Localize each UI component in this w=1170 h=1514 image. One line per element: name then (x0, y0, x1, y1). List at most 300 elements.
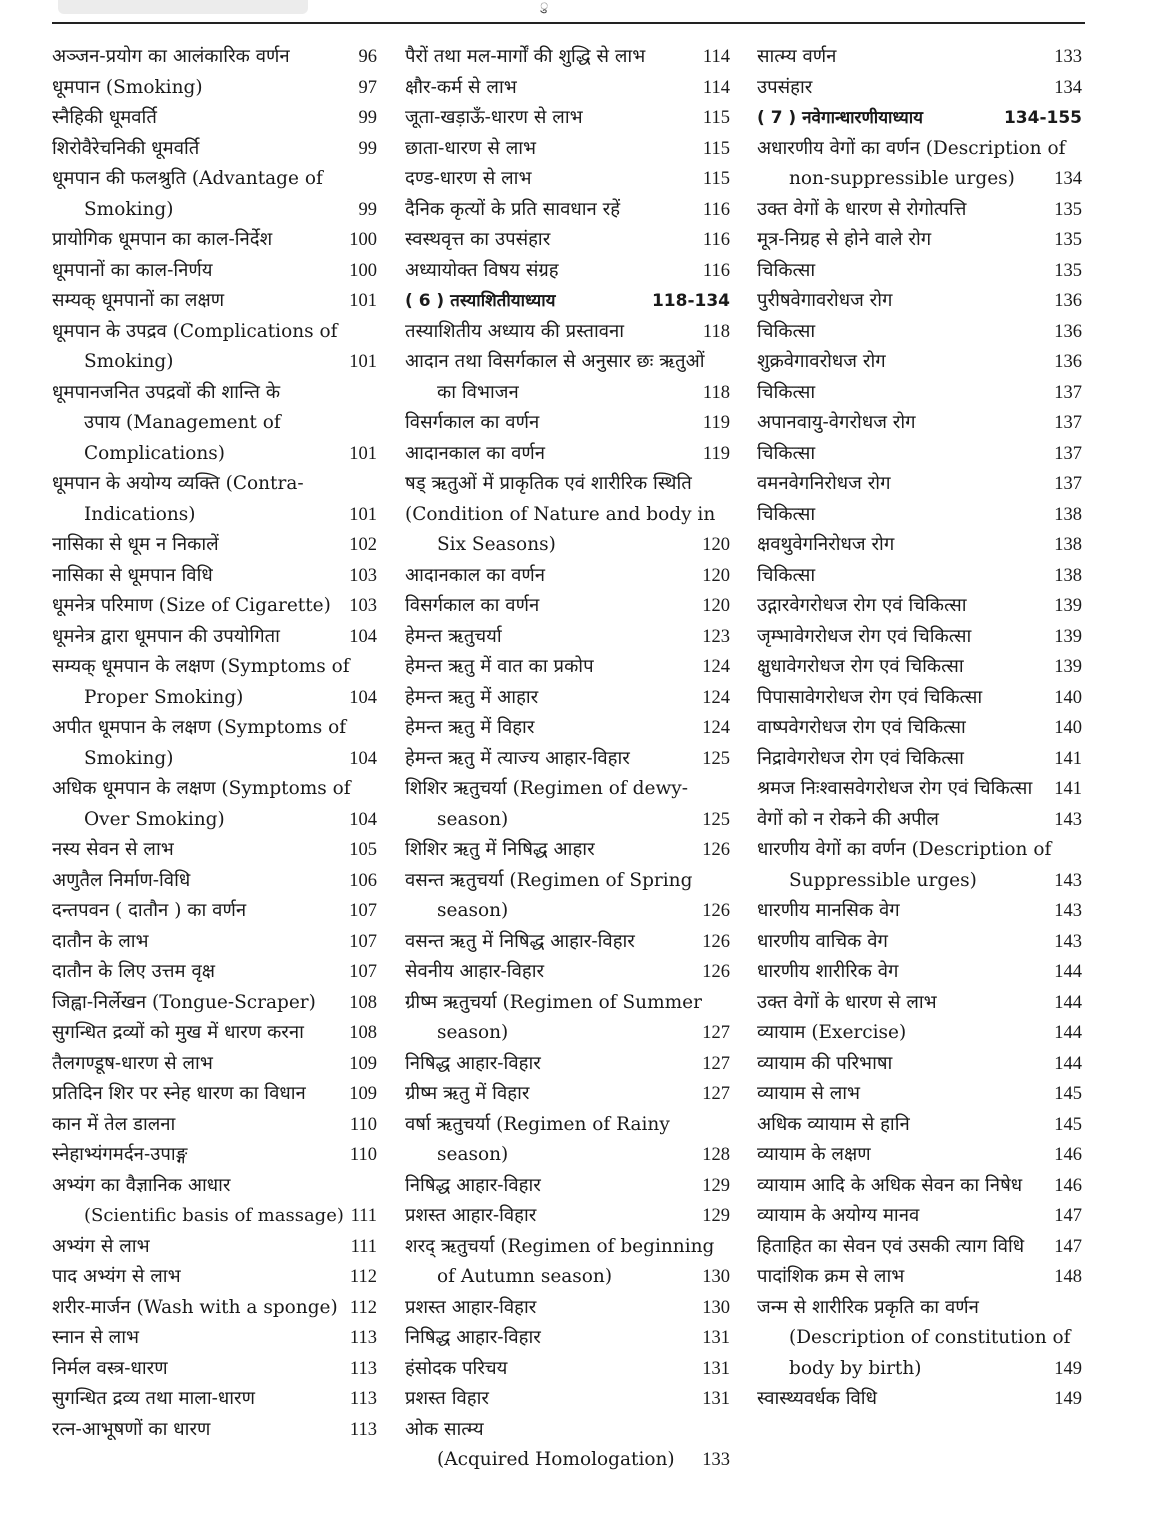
toc-page-number: 144 (1054, 992, 1082, 1013)
toc-entry-title: Smoking) (84, 198, 174, 220)
toc-page-number: 143 (1054, 931, 1082, 952)
toc-page-number: 147 (1054, 1236, 1082, 1257)
toc-entry (52, 134, 379, 165)
toc-entry-title: स्वास्थ्यवर्धक विधि (757, 1388, 877, 1409)
toc-entry-title: स्वस्थवृत्त का उपसंहार (405, 229, 551, 250)
toc-page-number: 135 (1054, 260, 1082, 281)
toc-page-number: 149 (1054, 1358, 1082, 1379)
toc-entry (405, 835, 732, 866)
toc-entry (52, 225, 379, 256)
toc-entry (757, 408, 1084, 439)
toc-page-number: 137 (1054, 474, 1082, 494)
toc-entry-title: (Description of constitution of (789, 1327, 1071, 1348)
toc-entry-title: तस्याशितीय अध्याय की प्रस्तावना (405, 320, 625, 342)
toc-entry-title: अधारणीय वेगों का वर्णन (Description of (757, 137, 1066, 159)
toc-page-number: 127 (702, 1023, 730, 1043)
toc-entry-title: व्यायाम (Exercise) (757, 1022, 907, 1043)
toc-entry (405, 1018, 732, 1049)
toc-entry-title: दैनिक कृत्यों के प्रति सावधान रहें (405, 198, 621, 220)
toc-entry (405, 225, 732, 256)
toc-entry (405, 1110, 732, 1141)
toc-entry-title: क्षौर-कर्म से लाभ (405, 76, 517, 98)
toc-entry-title: धारणीय मानसिक वेग (757, 900, 900, 921)
toc-entry-title: विसर्गकाल का वर्णन (405, 412, 540, 433)
toc-entry-title: प्रशस्त विहार (405, 1388, 489, 1409)
toc-page-number: 133 (1054, 47, 1082, 67)
toc-page-number: 144 (1054, 1023, 1082, 1043)
toc-entry-title: वेगों को न रोकने की अपील (757, 808, 939, 830)
toc-page-number: 124 (702, 657, 730, 677)
toc-entry (757, 988, 1084, 1019)
toc-entry-title: धूमपानजनित उपद्रवों की शान्ति के (52, 381, 281, 403)
toc-entry (52, 378, 379, 409)
toc-entry (757, 1293, 1084, 1324)
toc-entry-title: चिकित्सा (757, 381, 816, 403)
toc-entry (52, 1171, 379, 1202)
toc-entry (52, 561, 379, 592)
toc-page-number: 137 (1054, 443, 1082, 464)
toc-entry-title: (Acquired Homologation) (437, 1449, 675, 1470)
toc-entry (405, 378, 732, 409)
toc-entry (52, 957, 379, 988)
toc-entry (405, 1354, 732, 1385)
toc-entry (757, 1049, 1084, 1080)
toc-entry (757, 500, 1084, 531)
toc-page-number: 140 (1054, 687, 1082, 708)
toc-entry (52, 164, 379, 195)
toc-page-number: 112 (349, 1297, 377, 1318)
toc-entry (405, 591, 732, 622)
toc-entry-title: हंसोदक परिचय (405, 1357, 508, 1379)
toc-page-number: 136 (1054, 352, 1082, 372)
toc-entry-title: क्षुधावेगरोधज रोग एवं चिकित्सा (757, 656, 964, 677)
toc-entry (757, 317, 1084, 348)
toc-entry (757, 713, 1084, 744)
toc-entry-title: चिकित्सा (757, 259, 816, 281)
toc-entry (757, 835, 1084, 866)
toc-entry (52, 286, 379, 317)
toc-entry-title: धूमपान की फलश्रुति (Advantage of (52, 168, 323, 189)
toc-entry-title: षड् ऋतुओं में प्राकृतिक एवं शारीरिक स्थिति (405, 473, 692, 494)
toc-entry (757, 378, 1084, 409)
toc-entry (52, 42, 379, 73)
toc-entry-title: आदान तथा विसर्गकाल से अनुसार छः ऋतुओं (405, 351, 705, 372)
toc-page-number: 143 (1054, 870, 1082, 891)
toc-entry (52, 988, 379, 1019)
toc-entry (757, 927, 1084, 958)
toc-entry-title: (Scientific basis of massage) (84, 1205, 344, 1226)
toc-page-number: 118 (702, 321, 730, 342)
toc-page-number: 148 (1054, 1267, 1082, 1287)
toc-page-number: 144 (1054, 1053, 1082, 1074)
toc-page-number: 100 (349, 230, 377, 250)
toc-entry-title: नस्य सेवन से लाभ (52, 839, 174, 860)
toc-entry-title: चिकित्सा (757, 320, 816, 342)
toc-entry-title: पिपासावेगरोधज रोग एवं चिकित्सा (757, 686, 983, 708)
toc-entry-title: पैरों तथा मल-मार्गों की शुद्धि से लाभ (405, 46, 646, 67)
toc-entry (52, 1018, 379, 1049)
toc-entry-title: अभ्यंग का वैज्ञानिक आधार (52, 1174, 231, 1196)
toc-page-number: 109 (349, 1084, 377, 1104)
toc-entry-title: पुरीषवेगावरोधज रोग (757, 290, 893, 311)
toc-page-number: 101 (349, 352, 377, 372)
toc-entry-title: Suppressible urges) (789, 869, 977, 891)
toc-entry-title: of Autumn season) (437, 1266, 613, 1287)
toc-entry (52, 866, 379, 897)
toc-entry-title: प्रशस्त आहार-विहार (405, 1205, 537, 1226)
toc-entry (52, 103, 379, 134)
toc-entry (52, 1262, 379, 1293)
toc-entry-title: निषिद्ध आहार-विहार (405, 1174, 541, 1196)
toc-entry-title: स्नैहिकी धूमवर्ति (52, 107, 157, 128)
toc-entry-title: आदानकाल का वर्णन (405, 564, 546, 586)
toc-entry-title: सुगन्धित द्रव्यों को मुख में धारण करना (52, 1022, 304, 1043)
toc-entry-title: body by birth) (789, 1357, 922, 1379)
toc-entry (52, 1354, 379, 1385)
toc-entry (52, 1415, 379, 1446)
toc-entry-title: कान में तेल डालना (52, 1113, 176, 1135)
toc-page-number: 104 (349, 809, 377, 830)
toc-entry (405, 866, 732, 897)
toc-entry-title: non-suppressible urges) (789, 168, 1015, 189)
toc-page-number: 129 (702, 1206, 730, 1226)
toc-entry-title: अपानवायु-वेगरोधज रोग (757, 412, 916, 433)
toc-column-3 (757, 42, 1084, 1415)
toc-entry-title: Smoking) (84, 351, 174, 372)
toc-entry-title: धारणीय वेगों का वर्णन (Description of (757, 839, 1052, 860)
toc-entry (405, 1323, 732, 1354)
toc-page-number: 146 (1054, 1145, 1082, 1165)
toc-entry-title: हेमन्त ऋतु में आहार (405, 686, 539, 708)
toc-entry (757, 1110, 1084, 1141)
toc-page-number: 135 (1054, 230, 1082, 250)
toc-entry-title: व्यायाम के अयोग्य मानव (757, 1205, 920, 1226)
toc-entry-title: धारणीय शारीरिक वेग (757, 961, 899, 982)
toc-entry-title: उपसंहार (757, 76, 813, 98)
toc-entry-title: अभ्यंग से लाभ (52, 1235, 150, 1257)
toc-entry (52, 591, 379, 622)
toc-entry (405, 530, 732, 561)
toc-entry-title: हेमन्त ऋतु में वात का प्रकोप (405, 656, 594, 677)
toc-page-number: 113 (349, 1389, 377, 1409)
toc-page-number: 115 (702, 108, 730, 128)
toc-entry (757, 1201, 1084, 1232)
toc-entry-title: चिकित्सा (757, 503, 816, 525)
toc-entry-title: उक्त वेगों के धारण से लाभ (757, 991, 937, 1013)
toc-entry-title: धूमपान के अयोग्य व्यक्ति (Contra- (52, 473, 304, 494)
toc-page-number: 114 (702, 77, 730, 98)
toc-entry-title: निद्रावेगरोधज रोग एवं चिकित्सा (757, 747, 964, 769)
toc-entry (757, 1354, 1084, 1385)
toc-entry (52, 1049, 379, 1080)
toc-entry (405, 134, 732, 165)
toc-page-number: 138 (1054, 565, 1082, 586)
toc-entry (52, 1140, 379, 1171)
toc-entry-title: season) (437, 1022, 509, 1043)
toc-page-number: 126 (702, 962, 730, 982)
toc-page-number: 139 (1054, 657, 1082, 677)
toc-entry-title: शरद् ऋतुचर्या (Regimen of beginning (405, 1235, 715, 1257)
toc-entry (52, 1079, 379, 1110)
toc-entry-title: Over Smoking) (84, 808, 225, 830)
toc-page-number: 99 (358, 108, 377, 128)
toc-entry-title: धारणीय वाचिक वेग (757, 930, 888, 952)
toc-entry-title: का विभाजन (437, 381, 519, 403)
toc-page-number: 107 (349, 931, 377, 952)
toc-entry-title: धूमनेत्र परिमाण (Size of Cigarette) (52, 595, 331, 616)
toc-page-number: 115 (702, 138, 730, 159)
toc-entry-title: मूत्र-निग्रह से होने वाले रोग (757, 229, 932, 250)
toc-entry-title: Proper Smoking) (84, 686, 244, 708)
toc-entry-title: अधिक व्यायाम से हानि (757, 1113, 910, 1135)
toc-page-number: 104 (349, 748, 377, 769)
toc-page-number: 116 (702, 260, 730, 281)
chapter-heading (757, 103, 1084, 134)
toc-entry (757, 530, 1084, 561)
toc-entry-title: श्रमज निःश्वासवेगरोधज रोग एवं चिकित्सा (757, 778, 1033, 799)
toc-page-number: 137 (1054, 413, 1082, 433)
toc-entry-title: अपीत धूमपान के लक्षण (Symptoms of (52, 717, 347, 738)
toc-entry (757, 225, 1084, 256)
toc-page-number: 133 (702, 1450, 730, 1470)
toc-column-1 (52, 42, 379, 1445)
toc-entry-title: अध्यायोक्त विषय संग्रह (405, 259, 559, 281)
toc-entry (405, 469, 732, 500)
toc-entry (52, 835, 379, 866)
toc-entry (757, 683, 1084, 714)
toc-entry-title: चिकित्सा (757, 564, 816, 586)
toc-entry (757, 1171, 1084, 1202)
toc-entry-title: दातौन के लाभ (52, 930, 149, 952)
toc-entry-title: जृम्भावेगरोधज रोग एवं चिकित्सा (757, 625, 972, 647)
toc-page-number: 136 (1054, 321, 1082, 342)
chapter-heading (405, 286, 732, 317)
toc-entry-title: उद्गारवेगरोधज रोग एवं चिकित्सा (757, 595, 967, 616)
toc-page-number: 111 (350, 1236, 377, 1257)
toc-entry (757, 73, 1084, 104)
toc-entry (405, 927, 732, 958)
toc-page-number: 141 (1054, 779, 1082, 799)
toc-entry (52, 713, 379, 744)
toc-entry (757, 439, 1084, 470)
toc-entry-title: पादांशिक क्रम से लाभ (757, 1266, 905, 1287)
toc-entry-title: ( 6 ) तस्याशितीयाध्याय (405, 291, 556, 311)
toc-page-number: 110 (349, 1145, 377, 1165)
toc-entry-title: आदानकाल का वर्णन (405, 442, 546, 464)
toc-entry (405, 713, 732, 744)
toc-entry (405, 42, 732, 73)
toc-entry (405, 805, 732, 836)
toc-entry (757, 42, 1084, 73)
toc-page-number: 114 (702, 47, 730, 67)
toc-entry (405, 896, 732, 927)
toc-entry-title: season) (437, 808, 509, 830)
toc-entry (757, 1232, 1084, 1263)
toc-page-number: 104 (349, 626, 377, 647)
toc-entry (757, 652, 1084, 683)
toc-entry (52, 1323, 379, 1354)
toc-entry (405, 622, 732, 653)
toc-entry-title: दन्तपवन ( दातौन ) का वर्णन (52, 900, 247, 921)
toc-entry-title: उपाय (Management of (84, 412, 281, 433)
toc-entry (405, 561, 732, 592)
toc-page-number: 113 (349, 1419, 377, 1440)
toc-entry (757, 744, 1084, 775)
toc-page-number: 103 (349, 596, 377, 616)
toc-entry-title: व्यायाम की परिभाषा (757, 1052, 893, 1074)
toc-page-number: 118 (702, 382, 730, 403)
toc-entry (405, 73, 732, 104)
toc-page-number: 105 (349, 840, 377, 860)
toc-page-number: 119 (702, 413, 730, 433)
toc-page-number: 130 (702, 1267, 730, 1287)
toc-page-number: 138 (1054, 504, 1082, 525)
toc-entry-title: शिशिर ऋतु में निषिद्ध आहार (405, 839, 595, 860)
toc-entry-title: Complications) (84, 442, 226, 464)
top-margin-shade (58, 0, 308, 14)
toc-entry (405, 652, 732, 683)
toc-entry (757, 866, 1084, 897)
toc-entry-title: नासिका से धूम न निकालें (52, 534, 219, 555)
toc-entry (405, 1384, 732, 1415)
toc-entry (757, 256, 1084, 287)
toc-entry (757, 896, 1084, 927)
toc-entry-title: तैलगण्डूष-धारण से लाभ (52, 1052, 213, 1074)
toc-entry (757, 134, 1084, 165)
toc-page-number: 102 (349, 535, 377, 555)
toc-entry (757, 347, 1084, 378)
toc-entry (52, 439, 379, 470)
toc-entry-title: शरीर-मार्जन (Wash with a sponge) (52, 1296, 338, 1318)
toc-page-number: 134 (1054, 169, 1082, 189)
toc-page-number: 120 (702, 596, 730, 616)
toc-page-number: 104 (349, 687, 377, 708)
toc-entry (52, 896, 379, 927)
toc-entry (757, 1384, 1084, 1415)
toc-entry-title: विसर्गकाल का वर्णन (405, 595, 540, 616)
toc-page-number: 113 (349, 1328, 377, 1348)
toc-entry (405, 317, 732, 348)
toc-page-number: 140 (1054, 718, 1082, 738)
toc-page-number: 125 (702, 809, 730, 830)
toc-page-number: 138 (1054, 535, 1082, 555)
toc-page-number: 120 (702, 535, 730, 555)
toc-entry (52, 195, 379, 226)
toc-entry-title: जन्म से शारीरिक प्रकृति का वर्णन (757, 1296, 979, 1318)
toc-entry-title: धूमनेत्र द्वारा धूमपान की उपयोगिता (52, 625, 280, 647)
toc-entry (405, 957, 732, 988)
toc-page-number: 101 (349, 504, 377, 525)
toc-entry-title: धूमपान के उपद्रव (Complications of (52, 320, 338, 342)
toc-entry (405, 500, 732, 531)
toc-entry-title: छाता-धारण से लाभ (405, 137, 537, 159)
toc-page-number: 137 (1054, 382, 1082, 403)
toc-entry-title: ग्रीष्म ऋतुचर्या (Regimen of Summer (405, 991, 702, 1013)
toc-entry-title: वमनवेगनिरोधज रोग (757, 473, 891, 494)
toc-page-number: 129 (702, 1175, 730, 1196)
toc-entry (52, 500, 379, 531)
toc-entry (757, 957, 1084, 988)
toc-entry-title: वर्षा ऋतुचर्या (Regimen of Rainy (405, 1113, 670, 1135)
toc-page-number: 107 (349, 962, 377, 982)
toc-entry (405, 195, 732, 226)
toc-entry (405, 1232, 732, 1263)
toc-entry (757, 1140, 1084, 1171)
toc-entry (52, 530, 379, 561)
toc-entry (405, 256, 732, 287)
toc-entry-title: अधिक धूमपान के लक्षण (Symptoms of (52, 778, 351, 799)
toc-entry-title: रत्न-आभूषणों का धारण (52, 1418, 211, 1440)
toc-entry-title: हिताहित का सेवन एवं उसकी त्याग विधि (757, 1235, 1025, 1257)
toc-entry-title: प्रतिदिन शिर पर स्नेह धारण का विधान (52, 1083, 306, 1104)
toc-page-number: 96 (358, 47, 377, 67)
toc-entry (757, 164, 1084, 195)
toc-page-number: 134-155 (1003, 108, 1082, 128)
toc-page-number: 107 (349, 901, 377, 921)
toc-entry (405, 1140, 732, 1171)
toc-page-number: 112 (349, 1267, 377, 1287)
toc-entry (52, 1110, 379, 1141)
toc-entry (52, 927, 379, 958)
toc-entry-title: शिशिर ऋतुचर्या (Regimen of dewy- (405, 778, 689, 799)
toc-page-number: 145 (1054, 1114, 1082, 1135)
toc-entry (757, 1018, 1084, 1049)
toc-entry-title: हेमन्त ऋतु में विहार (405, 717, 535, 738)
toc-entry-title: हेमन्त ऋतु में त्याज्य आहार-विहार (405, 747, 630, 769)
toc-page-number: 124 (702, 718, 730, 738)
toc-entry-title: Indications) (84, 503, 196, 525)
toc-entry (405, 1445, 732, 1476)
toc-entry (405, 1171, 732, 1202)
toc-entry (52, 469, 379, 500)
toc-entry (52, 683, 379, 714)
toc-entry (757, 774, 1084, 805)
toc-entry-title: जूता-खड़ाऊँ-धारण से लाभ (405, 107, 583, 128)
toc-entry (757, 561, 1084, 592)
toc-page-number: 141 (1054, 748, 1082, 769)
toc-entry (405, 408, 732, 439)
toc-page-number: 125 (702, 748, 730, 769)
toc-page-number: 144 (1054, 962, 1082, 982)
toc-entry-title: दण्ड-धारण से लाभ (405, 168, 532, 189)
toc-page-number: 106 (349, 870, 377, 891)
toc-entry-title: सात्म्य वर्णन (757, 46, 837, 67)
toc-page-number: 127 (702, 1053, 730, 1074)
toc-entry-title: ( 7 ) नवेगान्धारणीयाध्याय (757, 108, 923, 128)
toc-entry-title: अणुतैल निर्माण-विधि (52, 869, 191, 891)
toc-entry (52, 73, 379, 104)
toc-entry-title: सुगन्धित द्रव्य तथा माला-धारण (52, 1388, 255, 1409)
toc-entry-title: ग्रीष्म ऋतु में विहार (405, 1083, 530, 1104)
toc-entry (757, 805, 1084, 836)
toc-entry-title: दातौन के लिए उत्तम वृक्ष (52, 961, 216, 982)
toc-entry (52, 1232, 379, 1263)
toc-page-number: 143 (1054, 901, 1082, 921)
toc-entry (52, 774, 379, 805)
toc-entry (405, 439, 732, 470)
toc-page-number: 128 (702, 1145, 730, 1165)
toc-entry (757, 195, 1084, 226)
toc-entry-title: Six Seasons) (437, 534, 556, 555)
toc-entry-title: निषिद्ध आहार-विहार (405, 1052, 541, 1074)
toc-entry-title: season) (437, 900, 509, 921)
toc-entry (52, 1293, 379, 1324)
toc-entry (405, 1201, 732, 1232)
toc-entry (405, 1079, 732, 1110)
toc-entry (405, 1049, 732, 1080)
toc-entry (757, 591, 1084, 622)
toc-page-number: 116 (702, 199, 730, 220)
